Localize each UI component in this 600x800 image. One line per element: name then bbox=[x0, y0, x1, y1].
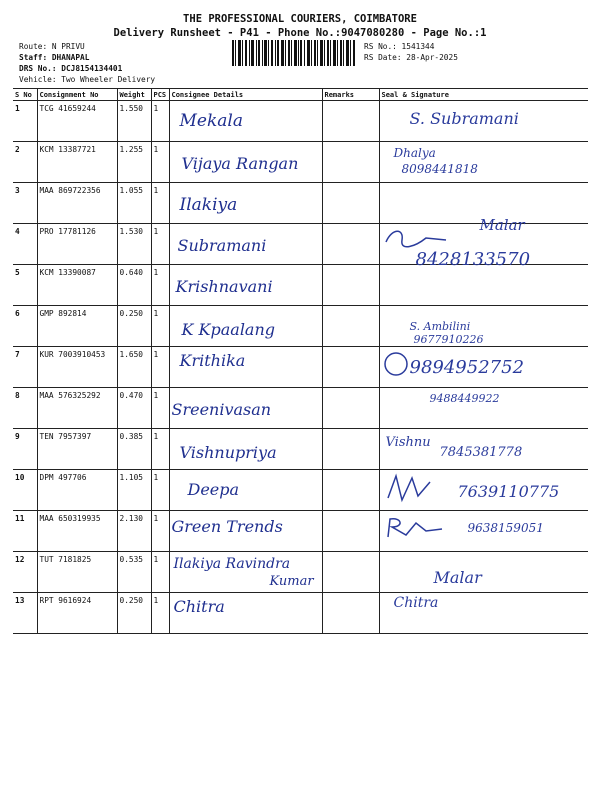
weight: 0.470 bbox=[117, 388, 151, 429]
consignment-number: GMP 892814 bbox=[37, 306, 117, 347]
table-row bbox=[13, 470, 588, 511]
signature: 7639110775 bbox=[457, 482, 560, 501]
consignee-name: Vishnupriya bbox=[179, 443, 277, 462]
column-header: PCS bbox=[151, 89, 169, 101]
serial-number: 4 bbox=[13, 224, 37, 265]
consignee-name: Deepa bbox=[187, 480, 240, 499]
weight: 1.055 bbox=[117, 183, 151, 224]
serial-number: 11 bbox=[13, 511, 37, 552]
remarks-cell bbox=[322, 388, 379, 429]
stamp-scribble-icon bbox=[382, 349, 412, 379]
consignment-number: KUR 7003910453 bbox=[37, 347, 117, 388]
consignment-number: DPM 497706 bbox=[37, 470, 117, 511]
rs-number: RS No.: 1541344 bbox=[364, 42, 435, 51]
weight: 0.640 bbox=[117, 265, 151, 306]
pieces: 1 bbox=[151, 388, 169, 429]
column-header: Consignee Details bbox=[169, 89, 322, 101]
signature: Dhalya bbox=[393, 146, 436, 160]
consignee-cell bbox=[169, 511, 322, 552]
column-header: Weight bbox=[117, 89, 151, 101]
consignee-name: Krithika bbox=[179, 351, 246, 370]
weight: 0.385 bbox=[117, 429, 151, 470]
consignment-number: PRO 17781126 bbox=[37, 224, 117, 265]
consignee-name: Sreenivasan bbox=[171, 400, 272, 419]
serial-number: 10 bbox=[13, 470, 37, 511]
runsheet-subtitle: Delivery Runsheet - P41 - Phone No.:9047080280 - Page No.:1 bbox=[113, 27, 487, 39]
serial-number: 6 bbox=[13, 306, 37, 347]
consignment-number: MAA 650319935 bbox=[37, 511, 117, 552]
pieces: 1 bbox=[151, 142, 169, 183]
consignee-name: Green Trends bbox=[171, 517, 283, 536]
route-label: Route: N PRIVU bbox=[19, 42, 85, 51]
consignee-cell bbox=[169, 265, 322, 306]
table-row bbox=[13, 593, 588, 634]
weight: 1.550 bbox=[117, 101, 151, 142]
serial-number: 13 bbox=[13, 593, 37, 634]
table-row bbox=[13, 552, 588, 593]
consignee-name: Subramani bbox=[177, 236, 267, 255]
serial-number: 3 bbox=[13, 183, 37, 224]
rs-date: RS Date: 28-Apr-2025 bbox=[364, 53, 458, 62]
consignment-number: TEN 7957397 bbox=[37, 429, 117, 470]
pieces: 1 bbox=[151, 347, 169, 388]
weight: 2.130 bbox=[117, 511, 151, 552]
consignee-name: Ilakiya Ravindra bbox=[173, 556, 291, 572]
signature: 8428133570 bbox=[415, 249, 531, 270]
signature: Malar bbox=[479, 216, 525, 234]
pieces: 1 bbox=[151, 306, 169, 347]
signature-cell bbox=[379, 552, 588, 593]
table-header-row bbox=[13, 89, 588, 101]
pieces: 1 bbox=[151, 101, 169, 142]
consignment-number: KCM 13390087 bbox=[37, 265, 117, 306]
signature: S. Subramani bbox=[409, 109, 519, 128]
table-row bbox=[13, 347, 588, 388]
weight: 1.105 bbox=[117, 470, 151, 511]
signature-cell bbox=[379, 249, 588, 306]
serial-number: 7 bbox=[13, 347, 37, 388]
remarks-cell bbox=[322, 224, 379, 265]
consignee-name: Krishnavani bbox=[175, 277, 273, 296]
pieces: 1 bbox=[151, 593, 169, 634]
signature-cell bbox=[379, 142, 588, 183]
signature-cell bbox=[379, 347, 588, 388]
consignee-cell bbox=[169, 183, 322, 224]
remarks-cell bbox=[322, 552, 379, 593]
signature-cell bbox=[379, 593, 588, 634]
signature-scribble-icon bbox=[382, 226, 452, 250]
drs-label: DRS No.: DCJ8154134401 bbox=[19, 64, 123, 73]
signature-phone: 9677910226 bbox=[413, 333, 484, 346]
table-row bbox=[13, 429, 588, 470]
column-header: Consignment No bbox=[37, 89, 117, 101]
signature: 9488449922 bbox=[429, 392, 500, 405]
consignment-number: RPT 9616924 bbox=[37, 593, 117, 634]
consignee-cell bbox=[169, 470, 322, 511]
consignee-name: Chitra bbox=[173, 597, 225, 616]
weight: 1.530 bbox=[117, 224, 151, 265]
remarks-cell bbox=[322, 142, 379, 183]
weight: 0.535 bbox=[117, 552, 151, 593]
signature-cell bbox=[379, 511, 588, 552]
signature-cell bbox=[379, 470, 588, 511]
remarks-cell bbox=[322, 265, 379, 306]
remarks-cell bbox=[322, 429, 379, 470]
consignee-name: Mekala bbox=[179, 111, 243, 131]
remarks-cell bbox=[322, 183, 379, 224]
signature: Chitra bbox=[393, 595, 439, 611]
consignee-cell bbox=[169, 552, 322, 593]
table-row bbox=[13, 101, 588, 142]
pieces: 1 bbox=[151, 183, 169, 224]
weight: 1.255 bbox=[117, 142, 151, 183]
consignee-name-continued: Kumar bbox=[269, 574, 314, 589]
serial-number: 8 bbox=[13, 388, 37, 429]
consignee-cell bbox=[169, 593, 322, 634]
signature-scribble-icon bbox=[382, 472, 442, 506]
consignment-number: TCG 41659244 bbox=[37, 101, 117, 142]
vehicle-label: Vehicle: Two Wheeler Delivery bbox=[19, 75, 156, 84]
signature-cell bbox=[379, 101, 588, 142]
pieces: 1 bbox=[151, 265, 169, 306]
pieces: 1 bbox=[151, 429, 169, 470]
signature: 9894952752 bbox=[409, 357, 525, 378]
signature-name: Malar bbox=[433, 568, 482, 587]
signature-cell bbox=[379, 306, 588, 347]
table-row bbox=[13, 388, 588, 429]
consignee-cell bbox=[169, 224, 322, 265]
signature: Vishnu bbox=[385, 435, 431, 450]
table-row bbox=[13, 306, 588, 347]
column-header: Remarks bbox=[322, 89, 379, 101]
consignee-cell bbox=[169, 429, 322, 470]
runsheet-table bbox=[13, 88, 588, 634]
pieces: 1 bbox=[151, 224, 169, 265]
staff-label: Staff: DHANAPAL bbox=[19, 53, 90, 62]
signature: 9638159051 bbox=[467, 521, 544, 535]
serial-number: 1 bbox=[13, 101, 37, 142]
consignee-cell bbox=[169, 388, 322, 429]
signature-cell bbox=[379, 388, 588, 429]
column-header: Seal & Signature bbox=[379, 89, 588, 101]
serial-number: 9 bbox=[13, 429, 37, 470]
serial-number: 2 bbox=[13, 142, 37, 183]
company-title: THE PROFESSIONAL COURIERS, COIMBATORE bbox=[183, 13, 417, 25]
consignee-name: Ilakiya bbox=[179, 195, 238, 215]
consignee-name: K Kpaalang bbox=[181, 320, 276, 339]
signature-phone: 7845381778 bbox=[439, 445, 523, 460]
consignee-cell bbox=[169, 142, 322, 183]
serial-number: 12 bbox=[13, 552, 37, 593]
signature-scribble-icon bbox=[382, 513, 452, 543]
pieces: 1 bbox=[151, 511, 169, 552]
consignment-number: TUT 7181825 bbox=[37, 552, 117, 593]
remarks-cell bbox=[322, 101, 379, 142]
table-row bbox=[13, 265, 588, 306]
consignee-cell bbox=[169, 306, 322, 347]
table-row bbox=[13, 142, 588, 183]
remarks-cell bbox=[322, 470, 379, 511]
consignee-cell bbox=[169, 347, 322, 388]
remarks-cell bbox=[322, 511, 379, 552]
consignment-number: KCM 13387721 bbox=[37, 142, 117, 183]
consignment-number: MAA 576325292 bbox=[37, 388, 117, 429]
pieces: 1 bbox=[151, 552, 169, 593]
remarks-cell bbox=[322, 347, 379, 388]
consignment-number: MAA 869722356 bbox=[37, 183, 117, 224]
signature: S. Ambilini bbox=[409, 320, 471, 333]
consignee-cell bbox=[169, 101, 322, 142]
consignee-name: Vijaya Rangan bbox=[181, 154, 299, 173]
signature-cell bbox=[379, 429, 588, 470]
pieces: 1 bbox=[151, 470, 169, 511]
barcode-icon bbox=[232, 40, 356, 66]
remarks-cell bbox=[322, 306, 379, 347]
weight: 0.250 bbox=[117, 593, 151, 634]
column-header: S No bbox=[13, 89, 37, 101]
remarks-cell bbox=[322, 593, 379, 634]
serial-number: 5 bbox=[13, 265, 37, 306]
table-row bbox=[13, 511, 588, 552]
weight: 1.650 bbox=[117, 347, 151, 388]
weight: 0.250 bbox=[117, 306, 151, 347]
signature-phone: 8098441818 bbox=[401, 162, 478, 176]
